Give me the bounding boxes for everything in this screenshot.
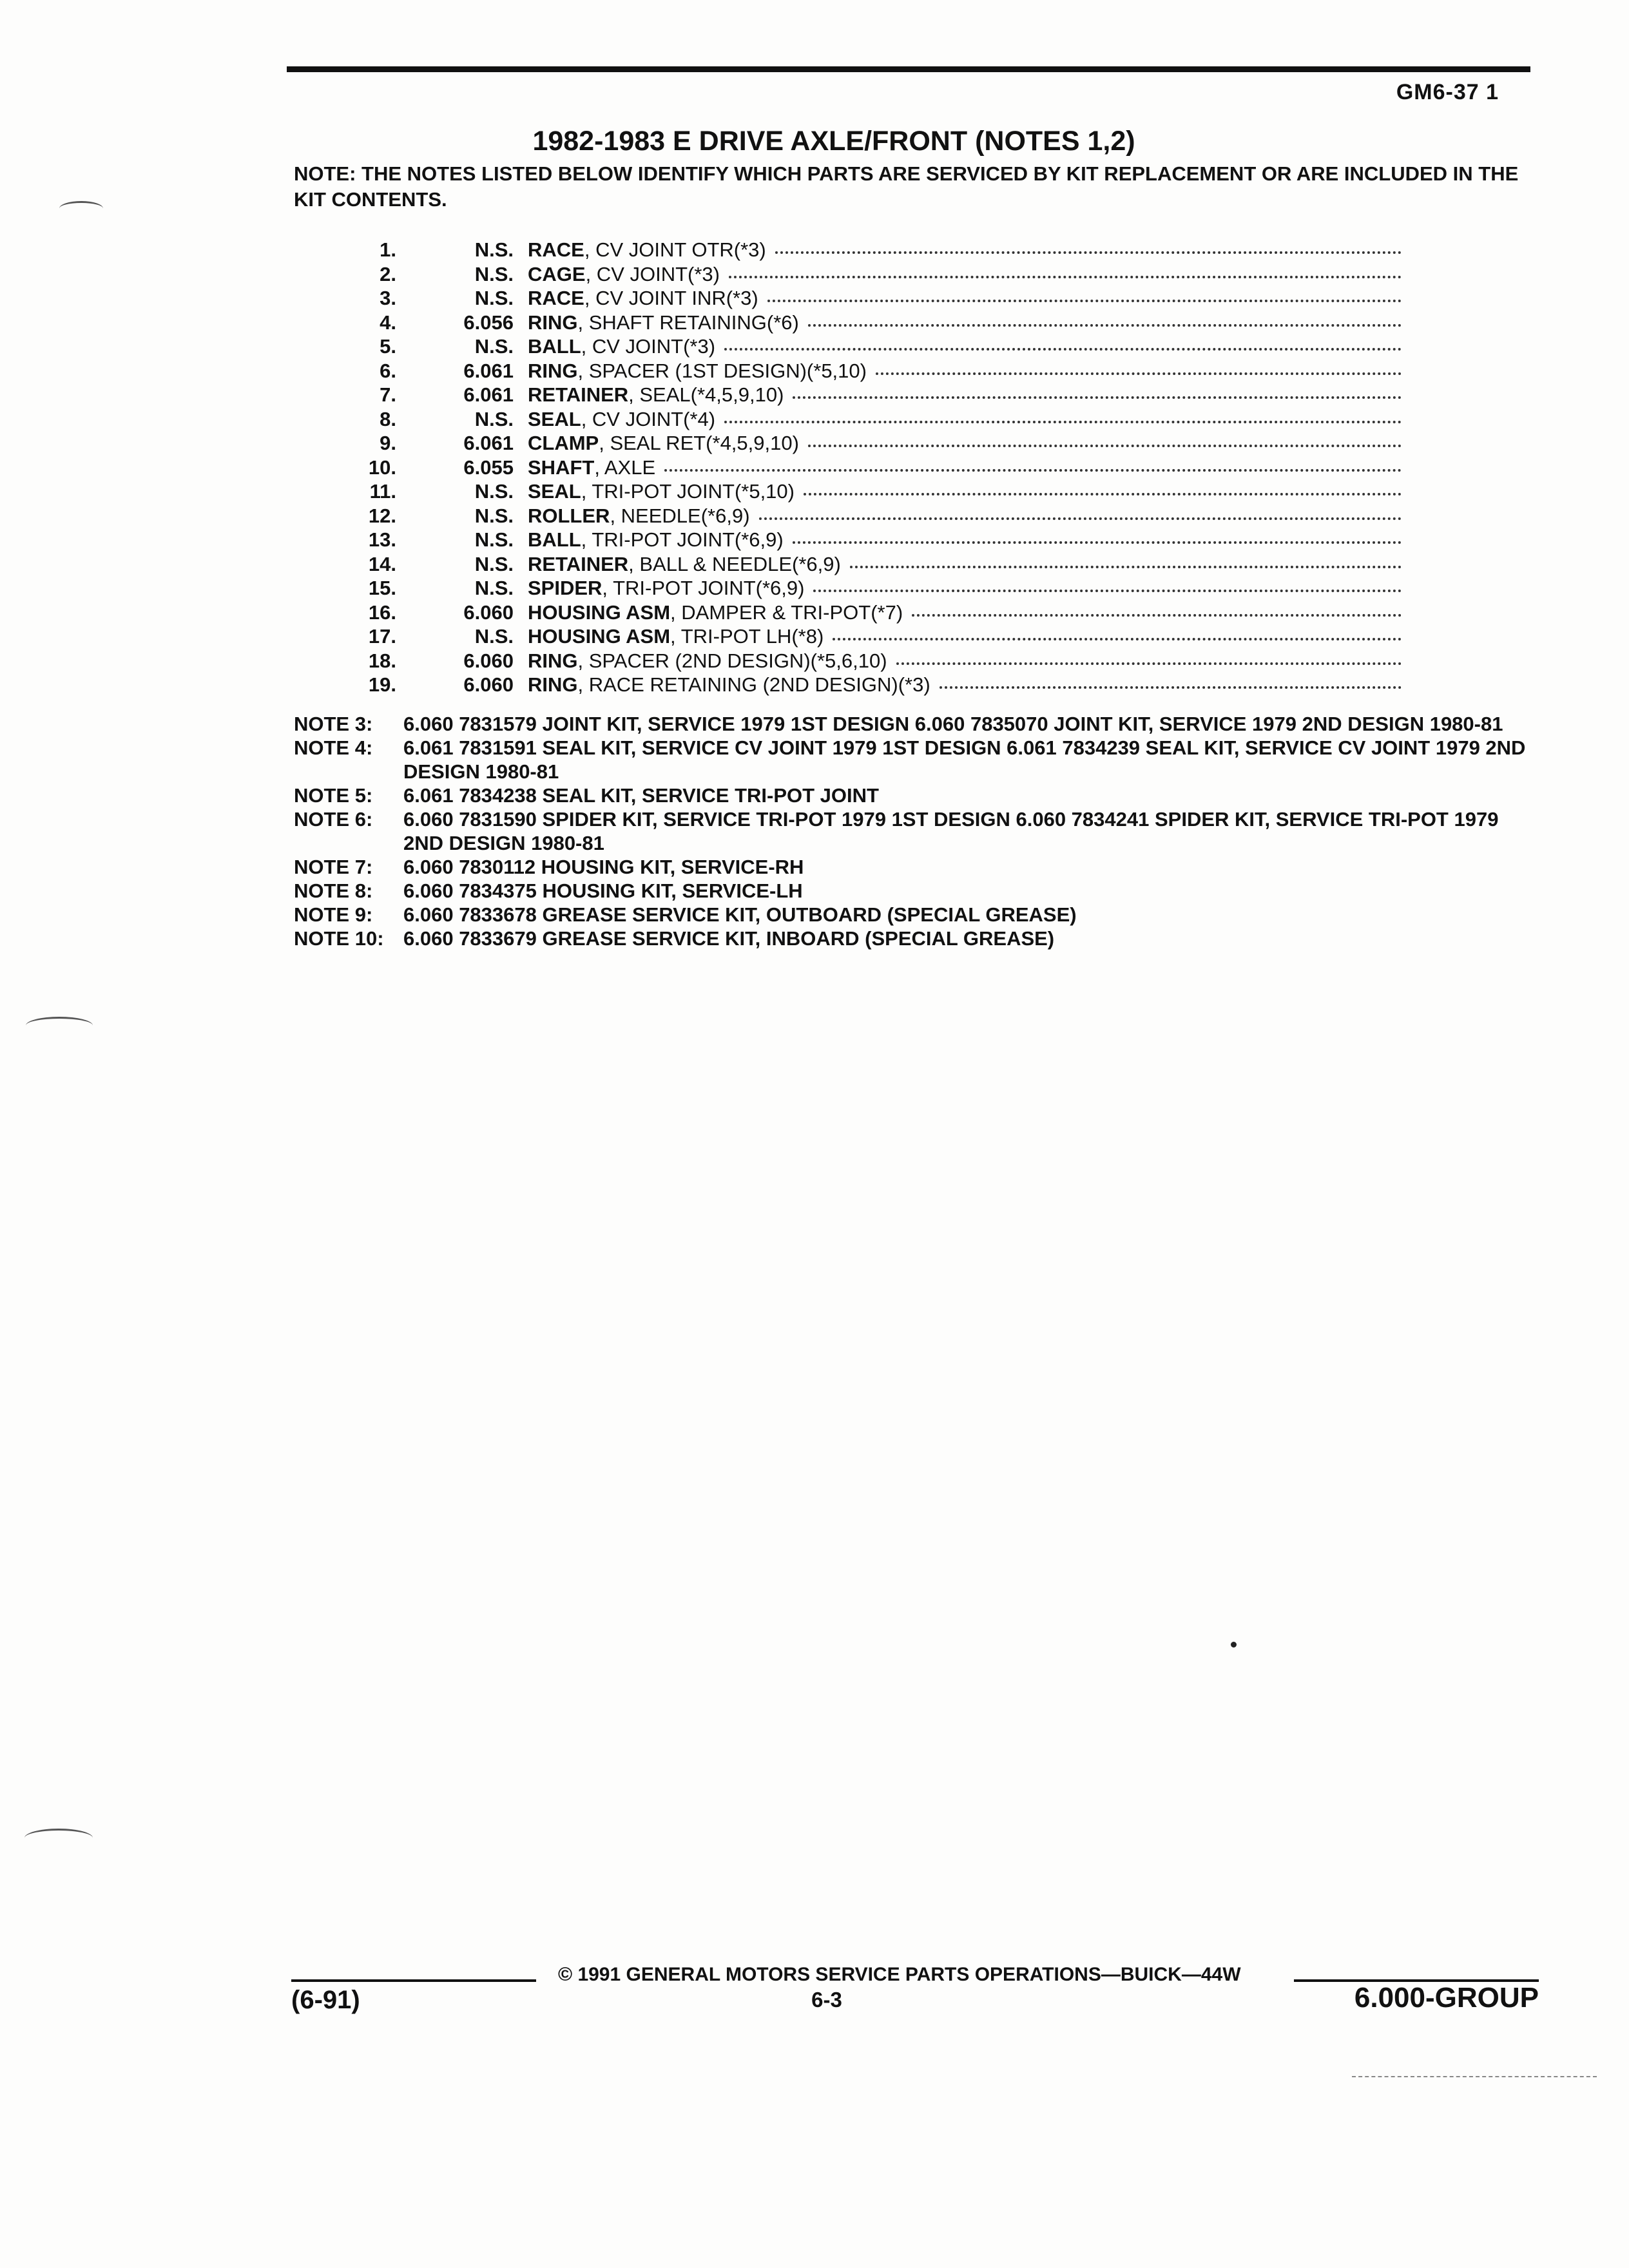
- part-detail: , CV JOINT(*4): [581, 407, 716, 430]
- part-detail: , CV JOINT INR(*3): [584, 287, 758, 309]
- note-text: 6.060 7833678 GREASE SERVICE KIT, OUTBOARD (SPECIAL GREASE): [403, 903, 1077, 926]
- part-description: [514, 601, 903, 624]
- part-number: 16.: [368, 601, 396, 624]
- part-number: 15.: [368, 577, 396, 599]
- part-detail: , TRI-POT LH(*8): [670, 625, 824, 648]
- note-text: 6.060 7833679 GREASE SERVICE KIT, INBOARD (SPECIAL GREASE): [403, 927, 1055, 950]
- notes-list: [294, 712, 1531, 950]
- part-group: N.S.: [474, 335, 514, 358]
- note-text: 6.060 7831590 SPIDER KIT, SERVICE TRI-POT 1979 1ST DESIGN 6.060 7834241 SPIDER KIT, SERVICE TRI-POT 1979 2ND DESIGN 1980-81: [403, 808, 1499, 854]
- scan-mark: [24, 1829, 93, 1847]
- part-row: [345, 625, 1402, 649]
- part-group: 6.061: [463, 432, 514, 454]
- dot-leader: [775, 251, 1402, 254]
- part-row: [345, 263, 1402, 287]
- part-detail: , TRI-POT JOINT(*6,9): [581, 528, 784, 551]
- part-name: RACE: [528, 287, 584, 309]
- dot-leader: [804, 493, 1402, 495]
- part-name: HOUSING ASM: [528, 601, 671, 624]
- note-text: 6.061 7831591 SEAL KIT, SERVICE CV JOINT 1979 1ST DESIGN 6.061 7834239 SEAL KIT, SERVICE CV JOINT 1979 2ND DESIGN 1980-81: [403, 736, 1526, 783]
- note-text: 6.060 7830112 HOUSING KIT, SERVICE-RH: [403, 856, 804, 878]
- note-label: NOTE 5:: [294, 784, 373, 807]
- part-name: HOUSING ASM: [528, 625, 671, 648]
- part-group: 6.061: [463, 383, 514, 406]
- footer-copyright: © 1991 GENERAL MOTORS SERVICE PARTS OPERATIONS—BUICK—44W: [558, 1964, 1241, 1985]
- footer-date: (6-91): [291, 1986, 360, 2014]
- part-detail: , TRI-POT JOINT(*5,10): [581, 480, 795, 503]
- part-group: 6.060: [463, 649, 514, 672]
- part-row: [345, 505, 1402, 529]
- part-group: N.S.: [474, 552, 514, 575]
- page-title: 1982-1983 E DRIVE AXLE/FRONT (NOTES 1,2): [532, 126, 1135, 157]
- part-number: 17.: [368, 625, 396, 648]
- part-row: [345, 528, 1402, 553]
- note-label: NOTE 6:: [294, 808, 373, 831]
- note-label: NOTE 9:: [294, 903, 373, 926]
- part-row: [345, 311, 1402, 336]
- part-number: 3.: [380, 287, 396, 309]
- part-row: [345, 577, 1402, 601]
- part-name: SPIDER: [528, 577, 602, 599]
- part-name: SHAFT: [528, 456, 595, 479]
- part-number: 13.: [368, 528, 396, 551]
- part-number: 1.: [380, 238, 396, 261]
- part-group: N.S.: [474, 480, 514, 503]
- note-row: [294, 807, 1531, 855]
- part-number: 10.: [368, 456, 396, 479]
- part-group: N.S.: [474, 262, 514, 285]
- part-detail: , TRI-POT JOINT(*6,9): [602, 577, 805, 599]
- part-description: [514, 577, 804, 600]
- dot-leader: [876, 372, 1402, 375]
- footer-group: 6.000-GROUP: [1354, 1982, 1539, 2013]
- part-name: RACE: [528, 238, 584, 261]
- note-row: [294, 712, 1531, 736]
- part-name: CLAMP: [528, 432, 599, 454]
- part-row: [345, 480, 1402, 505]
- part-name: CAGE: [528, 262, 586, 285]
- part-number: 6.: [380, 359, 396, 382]
- note-row: [294, 927, 1531, 950]
- note-row: [294, 879, 1531, 903]
- part-number: 2.: [380, 262, 396, 285]
- dot-leader: [724, 421, 1402, 423]
- part-number: 7.: [380, 383, 396, 406]
- part-name: BALL: [528, 335, 581, 358]
- part-row: [345, 287, 1402, 311]
- part-description: [514, 456, 655, 479]
- part-description: [514, 335, 715, 358]
- part-name: SEAL: [528, 480, 581, 503]
- dot-leader: [850, 566, 1402, 568]
- part-name: RING: [528, 673, 578, 696]
- part-group: 6.061: [463, 359, 514, 382]
- dot-leader: [793, 396, 1402, 399]
- part-detail: , CV JOINT(*3): [581, 335, 716, 358]
- note-row: [294, 783, 1531, 807]
- part-group: N.S.: [474, 625, 514, 648]
- note-label: NOTE 8:: [294, 879, 373, 902]
- note-text: 6.060 7831579 JOINT KIT, SERVICE 1979 1ST DESIGN 6.060 7835070 JOINT KIT, SERVICE 1979 2ND DESIGN 1980-81: [403, 713, 1503, 735]
- part-row: [345, 238, 1402, 263]
- part-name: SEAL: [528, 407, 581, 430]
- note-text: 6.061 7834238 SEAL KIT, SERVICE TRI-POT JOINT: [403, 784, 879, 807]
- part-group: N.S.: [474, 407, 514, 430]
- dot-leader: [940, 686, 1402, 689]
- dot-leader: [759, 517, 1402, 520]
- part-detail: , SPACER (2ND DESIGN)(*5,6,10): [577, 649, 887, 672]
- part-description: [514, 649, 887, 673]
- part-detail: , CV JOINT(*3): [585, 262, 720, 285]
- part-name: RING: [528, 311, 578, 334]
- part-description: [514, 311, 799, 334]
- intro-note: NOTE: THE NOTES LISTED BELOW IDENTIFY WHICH PARTS ARE SERVICED BY KIT REPLACEMENT OR ARE INCLUDED IN THE KIT CONTENTS.: [294, 162, 1519, 211]
- part-number: 4.: [380, 311, 396, 334]
- part-detail: , NEEDLE(*6,9): [610, 504, 750, 527]
- scan-mark: [26, 1017, 93, 1034]
- part-description: [514, 238, 766, 262]
- part-detail: , DAMPER & TRI-POT(*7): [670, 601, 903, 624]
- part-group: N.S.: [474, 528, 514, 551]
- parts-list: [345, 238, 1402, 698]
- scan-mark: [59, 201, 103, 216]
- part-group: 6.060: [463, 673, 514, 696]
- part-row: [345, 601, 1402, 626]
- part-description: [514, 432, 799, 455]
- part-description: [514, 383, 784, 407]
- part-number: 12.: [368, 504, 396, 527]
- note-label: NOTE 3:: [294, 713, 373, 735]
- scan-dot: [1231, 1642, 1237, 1648]
- part-row: [345, 360, 1402, 384]
- part-description: [514, 480, 795, 503]
- part-group: N.S.: [474, 238, 514, 261]
- note-row: [294, 855, 1531, 879]
- part-detail: , BALL & NEEDLE(*6,9): [628, 552, 841, 575]
- part-number: 18.: [368, 649, 396, 672]
- part-description: [514, 263, 720, 286]
- part-row: [345, 432, 1402, 456]
- dot-leader: [808, 445, 1402, 447]
- part-description: [514, 505, 750, 528]
- note-text: 6.060 7834375 HOUSING KIT, SERVICE-LH: [403, 879, 803, 902]
- part-row: [345, 408, 1402, 432]
- part-number: 19.: [368, 673, 396, 696]
- part-detail: , SHAFT RETAINING(*6): [577, 311, 799, 334]
- part-group: N.S.: [474, 504, 514, 527]
- part-detail: , AXLE: [594, 456, 656, 479]
- dot-leader: [664, 469, 1402, 472]
- dot-leader: [793, 541, 1402, 544]
- part-number: 9.: [380, 432, 396, 454]
- part-row: [345, 383, 1402, 408]
- part-detail: , CV JOINT OTR(*3): [584, 238, 766, 261]
- top-rule: [287, 66, 1530, 72]
- part-row: [345, 649, 1402, 674]
- part-row: [345, 553, 1402, 577]
- part-detail: , SPACER (1ST DESIGN)(*5,10): [577, 359, 867, 382]
- dot-leader: [729, 276, 1402, 278]
- part-name: BALL: [528, 528, 581, 551]
- footer-rule-left: [291, 1979, 536, 1982]
- note-label: NOTE 10:: [294, 927, 384, 950]
- scan-dash: [1352, 2076, 1597, 2077]
- part-description: [514, 360, 867, 383]
- dot-leader: [833, 638, 1402, 640]
- dot-leader: [724, 348, 1402, 351]
- part-name: RING: [528, 359, 578, 382]
- part-group: 6.060: [463, 601, 514, 624]
- part-name: RETAINER: [528, 552, 629, 575]
- part-row: [345, 335, 1402, 360]
- part-name: RING: [528, 649, 578, 672]
- part-group: 6.056: [463, 311, 514, 334]
- part-group: 6.055: [463, 456, 514, 479]
- part-detail: , SEAL(*4,5,9,10): [628, 383, 784, 406]
- part-name: ROLLER: [528, 504, 610, 527]
- note-row: [294, 903, 1531, 927]
- dot-leader: [896, 662, 1402, 665]
- page-code: GM6-37 1: [1396, 80, 1499, 104]
- dot-leader: [912, 614, 1402, 617]
- part-description: [514, 408, 715, 431]
- footer-page-number: 6-3: [811, 1988, 842, 2012]
- part-description: [514, 625, 824, 648]
- note-label: NOTE 7:: [294, 856, 373, 878]
- part-detail: , RACE RETAINING (2ND DESIGN)(*3): [577, 673, 930, 696]
- part-description: [514, 528, 784, 552]
- part-detail: , SEAL RET(*4,5,9,10): [599, 432, 799, 454]
- part-name: RETAINER: [528, 383, 629, 406]
- part-description: [514, 673, 930, 697]
- dot-leader: [808, 324, 1402, 327]
- note-row: [294, 736, 1531, 783]
- part-number: 5.: [380, 335, 396, 358]
- part-number: 8.: [380, 407, 396, 430]
- part-description: [514, 553, 841, 576]
- part-group: N.S.: [474, 287, 514, 309]
- part-description: [514, 287, 758, 310]
- part-number: 11.: [369, 480, 396, 503]
- part-row: [345, 456, 1402, 481]
- part-group: N.S.: [474, 577, 514, 599]
- dot-leader: [813, 590, 1402, 592]
- dot-leader: [767, 300, 1402, 302]
- part-row: [345, 673, 1402, 698]
- part-number: 14.: [368, 552, 396, 575]
- note-label: NOTE 4:: [294, 736, 373, 759]
